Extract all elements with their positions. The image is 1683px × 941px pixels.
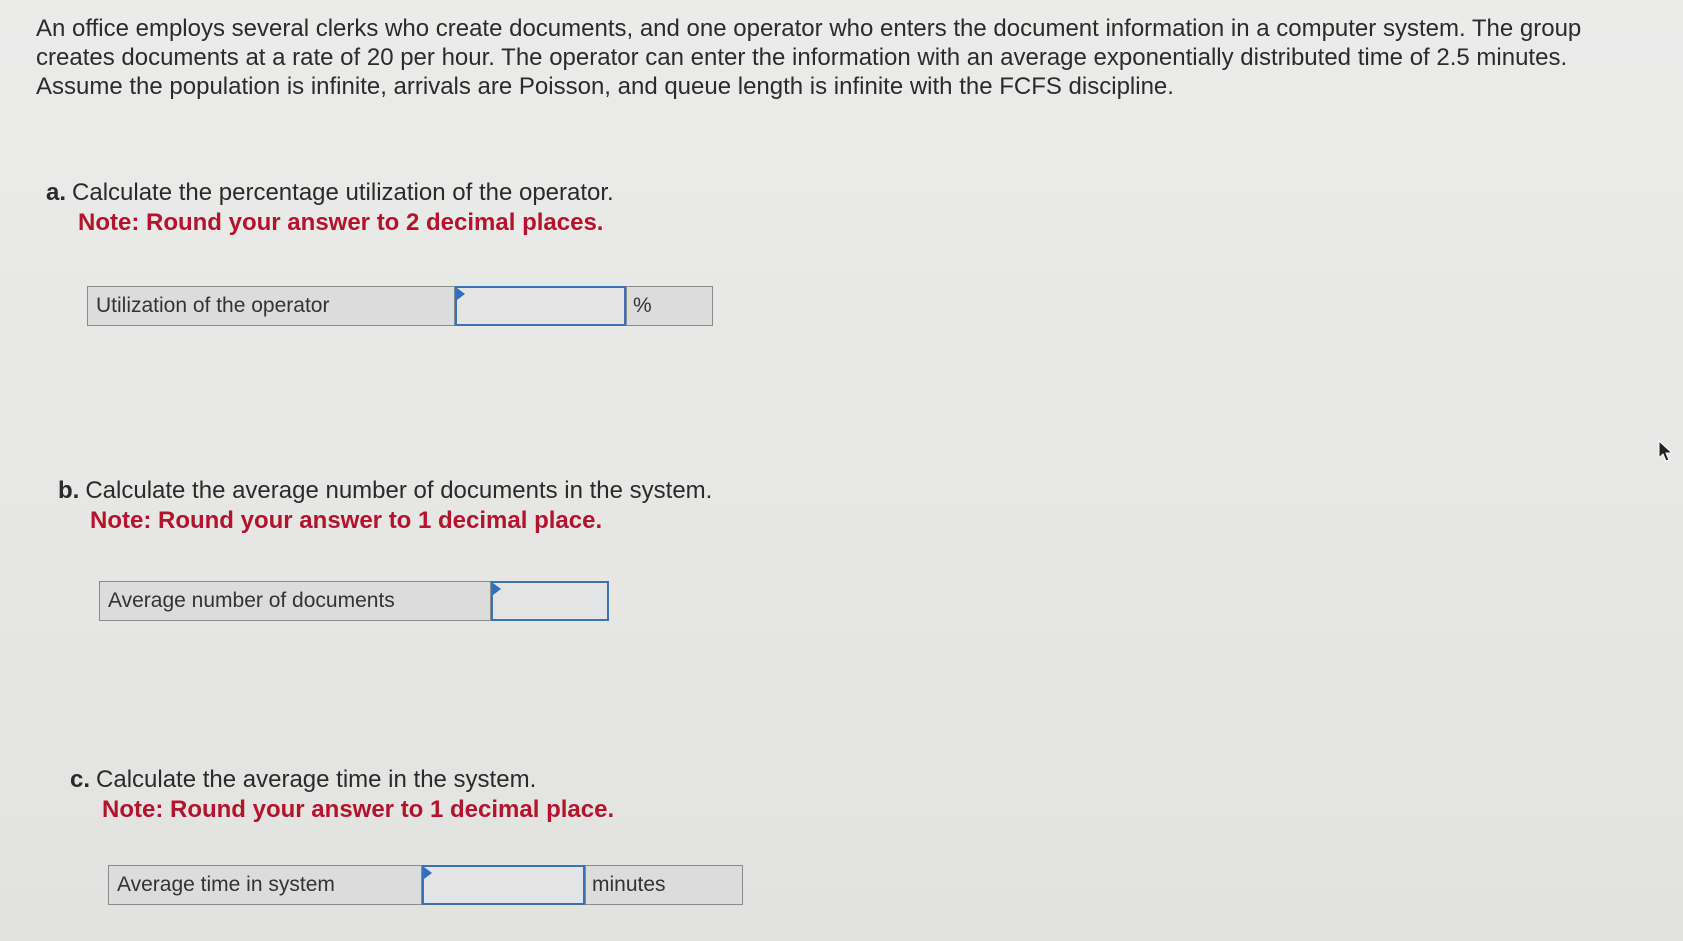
average-time-input[interactable] bbox=[422, 865, 585, 905]
question-a-note: Note: Round your answer to 2 decimal places. bbox=[78, 209, 604, 236]
utilization-input[interactable] bbox=[455, 286, 626, 326]
answer-row-a bbox=[87, 286, 713, 326]
question-c bbox=[70, 765, 614, 825]
question-c-text: Calculate the average time in the system. bbox=[96, 766, 537, 793]
question-a-prompt bbox=[46, 178, 614, 208]
question-a-text: Calculate the percentage utilization of the operator. bbox=[72, 179, 614, 206]
question-c-letter: c. bbox=[70, 766, 91, 793]
question-b bbox=[58, 476, 712, 536]
problem-statement: An office employs several clerks who create documents, and one operator who enters the document information in a computer system. The group creates documents at a rate of 20 per hour. The operator can enter the information with an average exponentially distributed time of 2.5 minutes. Assume the population is infinite, arrivals are Poisson, and queue length is infinite with the FCFS discipline. bbox=[36, 15, 1582, 100]
answer-c-unit: minutes bbox=[585, 865, 743, 905]
answer-row-c bbox=[108, 865, 743, 905]
mouse-pointer-icon bbox=[1658, 440, 1674, 464]
question-b-note: Note: Round your answer to 1 decimal place. bbox=[90, 507, 603, 534]
answer-c-input-wrap bbox=[422, 865, 585, 905]
question-c-note: Note: Round your answer to 1 decimal place. bbox=[102, 796, 615, 823]
answer-b-input-wrap bbox=[491, 581, 609, 621]
question-b-text: Calculate the average number of documents in the system. bbox=[85, 477, 713, 504]
answer-b-label: Average number of documents bbox=[99, 581, 491, 621]
answer-a-unit: % bbox=[626, 286, 713, 326]
question-a-letter: a. bbox=[46, 179, 67, 206]
answer-a-input-wrap bbox=[455, 286, 626, 326]
question-c-prompt bbox=[70, 765, 614, 795]
average-documents-input[interactable] bbox=[491, 581, 609, 621]
question-b-letter: b. bbox=[58, 477, 80, 504]
answer-c-label: Average time in system bbox=[108, 865, 422, 905]
question-b-prompt bbox=[58, 476, 712, 506]
answer-row-b bbox=[99, 581, 609, 621]
answer-a-label: Utilization of the operator bbox=[87, 286, 455, 326]
question-a bbox=[46, 178, 614, 238]
